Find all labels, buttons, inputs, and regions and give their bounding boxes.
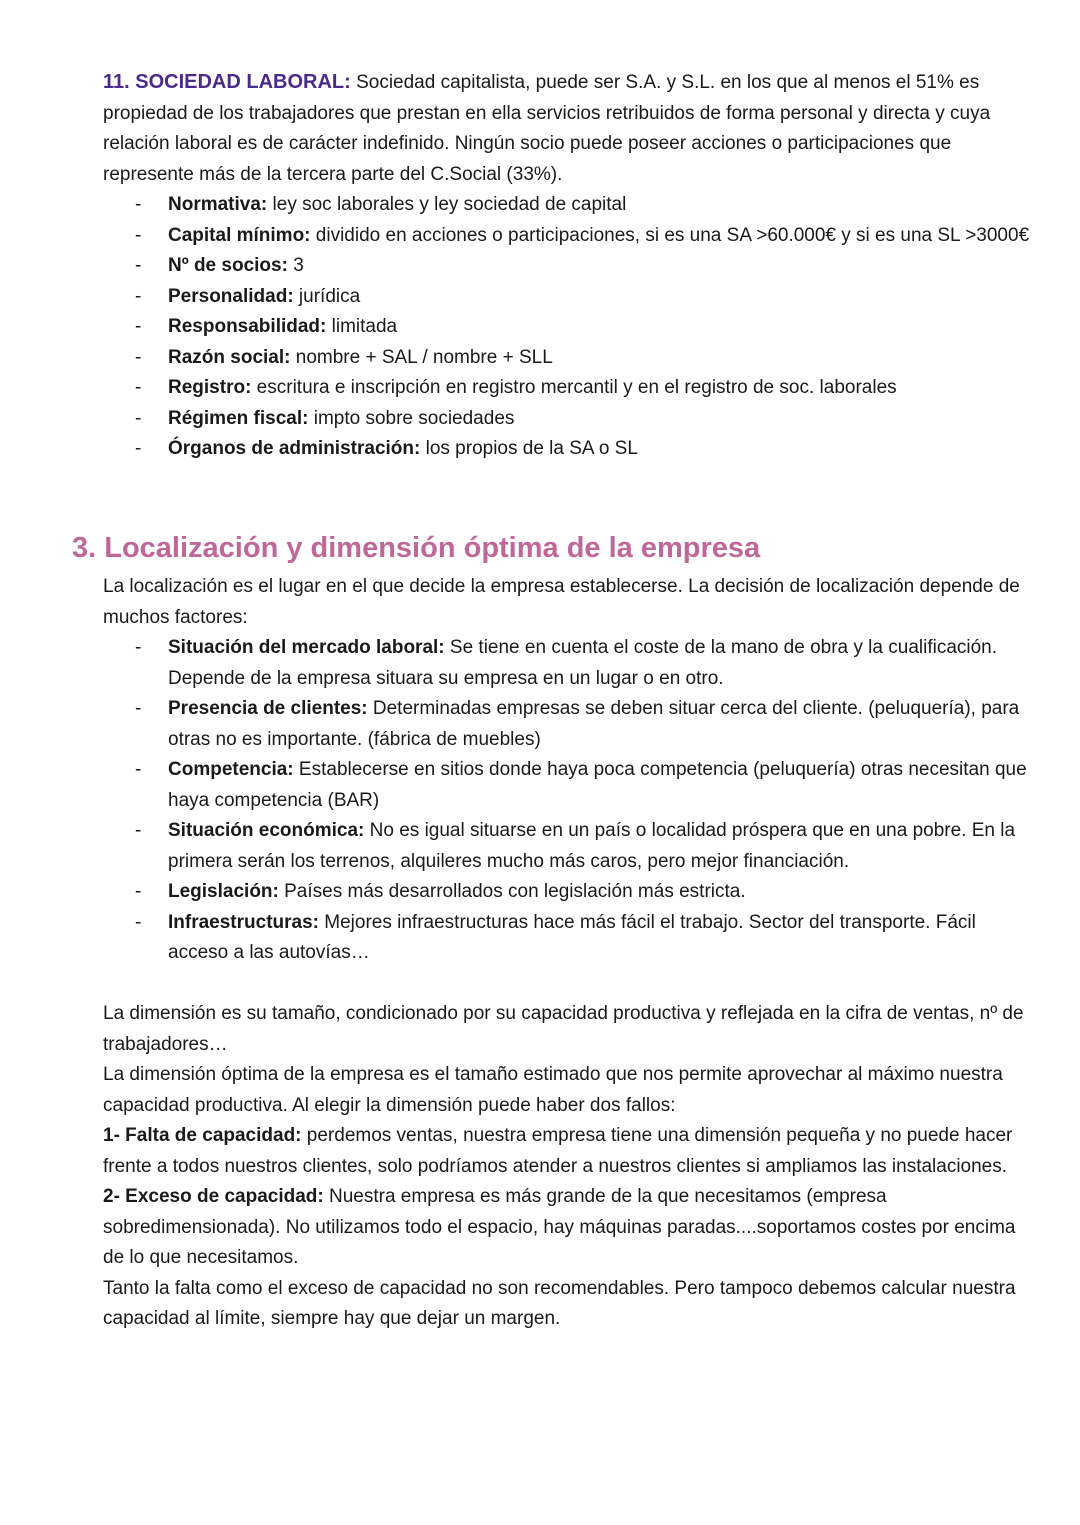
list-item-personalidad (168, 282, 1033, 313)
factor-situacion-economica (168, 816, 1033, 877)
exceso-capacidad-text: Nuestra empresa es más grande de la que necesitamos (empresa sobredimensionada). No utilizamos todo el espacio, hay máquinas paradas....soportamos costes por encima de lo que necesitamos. (103, 1186, 1016, 1268)
sociedad-laboral-list (103, 190, 1033, 465)
list-item-text: limitada (326, 316, 398, 337)
factor-text: Determinadas empresas se deben situar cerca del cliente. (peluquería), para otras no es importante. (fábrica de muebles) (168, 698, 1020, 750)
factor-label: Presencia de clientes: (168, 698, 368, 719)
sociedad-laboral-title: 11. SOCIEDAD LABORAL: (103, 71, 351, 93)
list-item-capital-minimo (168, 221, 1033, 252)
list-item-label: Personalidad: (168, 285, 294, 307)
localizacion-section (103, 572, 1033, 969)
factor-label: Situación del mercado laboral: (168, 637, 445, 658)
list-item-organos (168, 434, 1033, 465)
list-item-normativa (168, 190, 1033, 221)
factor-legislacion (168, 877, 1033, 908)
list-item-text: nombre + SAL / nombre + SLL (290, 346, 553, 368)
factor-text: Se tiene en cuenta el coste de la mano de obra y la cualificación. Depende de la empresa situara su empresa en un lugar o en otro. (168, 637, 998, 689)
factor-text: No es igual situarse en un país o localidad próspera que en una pobre. En la primera serán los terrenos, alquileres mucho más caros, pero mejor financiación. (168, 820, 1016, 872)
falta-capacidad-label: 1- Falta de capacidad: (103, 1125, 302, 1146)
localizacion-intro: La localización es el lugar en el que decide la empresa establecerse. La decisión de localización depende de muchos factores: (103, 576, 1020, 628)
factor-label: Situación económica: (168, 820, 365, 841)
sociedad-laboral-intro-text: Sociedad capitalista, puede ser S.A. y S.L. en los que al menos el 51% es propiedad de los trabajadores que prestan en ella servicios retribuidos de forma personal y directa y cuya relación laboral es de carácter indefinido. Ningún socio puede poseer acciones o participaciones que represente más de la tercera parte del C.Social (33%). (103, 72, 991, 185)
list-item-text: impto sobre sociedades (308, 407, 515, 429)
list-item-label: Responsabilidad: (168, 316, 327, 337)
dimension-section (103, 999, 1033, 1335)
list-item-responsabilidad (168, 312, 1033, 343)
factor-text: Países más desarrollados con legislación más estricta. (278, 881, 746, 902)
exceso-capacidad-paragraph (103, 1182, 1033, 1274)
sociedad-laboral-intro (103, 67, 1033, 190)
factor-text: Mejores infraestructuras hace más fácil el trabajo. Sector del transporte. Fácil acceso a las autovías… (168, 911, 976, 963)
list-item-label: Nº de socios: (168, 255, 288, 276)
list-item-num-socios (168, 251, 1033, 282)
section-heading: 3. Localización y dimensión óptima de la empresa (72, 532, 761, 564)
localizacion-factors-list (103, 633, 1033, 969)
factor-label: Infraestructuras: (168, 911, 319, 933)
dimension-paragraph: La dimensión es su tamaño, condicionado por su capacidad productiva y reflejada en la cifra de ventas, nº de trabajadores… (103, 1003, 1024, 1055)
list-item-registro (168, 373, 1033, 404)
falta-capacidad-text: perdemos ventas, nuestra empresa tiene una dimensión pequeña y no puede hacer frente a todos nuestros clientes, solo podríamos atender a nuestros clientes si ampliamos las instalaciones. (103, 1125, 1013, 1177)
list-item-text: 3 (287, 255, 304, 276)
factor-infraestructuras (168, 908, 1033, 969)
dimension-optima-paragraph: La dimensión óptima de la empresa es el tamaño estimado que nos permite aprovechar al máximo nuestra capacidad productiva. Al elegir la dimensión puede haber dos fallos: (103, 1064, 1003, 1116)
list-item-text: jurídica (293, 285, 361, 307)
factor-label: Competencia: (168, 759, 294, 780)
list-item-regimen-fiscal (168, 404, 1033, 435)
list-item-text: ley soc laborales y ley sociedad de capital (267, 194, 627, 215)
sociedad-laboral-section (103, 67, 1033, 465)
factor-label: Legislación: (168, 881, 279, 902)
list-item-razon-social (168, 343, 1033, 374)
list-item-label: Razón social: (168, 346, 291, 368)
exceso-capacidad-label: 2- Exceso de capacidad: (103, 1186, 324, 1207)
list-item-label: Régimen fiscal: (168, 407, 309, 429)
list-item-label: Registro: (168, 377, 252, 398)
conclusion-paragraph: Tanto la falta como el exceso de capacidad no son recomendables. Pero tampoco debemos calcular nuestra capacidad al límite, siempre hay que dejar un margen. (103, 1277, 1016, 1329)
falta-capacidad-paragraph (103, 1121, 1033, 1182)
factor-competencia (168, 755, 1033, 816)
list-item-text: los propios de la SA o SL (420, 438, 638, 459)
list-item-label: Capital mínimo: (168, 224, 311, 246)
factor-presencia-clientes (168, 694, 1033, 755)
list-item-text: dividido en acciones o participaciones, si es una SA >60.000€ y si es una SL >3000€ (310, 224, 1030, 246)
list-item-label: Normativa: (168, 194, 268, 215)
factor-mercado-laboral (168, 633, 1033, 694)
list-item-text: escritura e inscripción en registro mercantil y en el registro de soc. laborales (251, 377, 897, 398)
factor-text: Establecerse en sitios donde haya poca competencia (peluquería) otras necesitan que haya competencia (BAR) (168, 759, 1027, 811)
list-item-label: Órganos de administración: (168, 438, 421, 459)
